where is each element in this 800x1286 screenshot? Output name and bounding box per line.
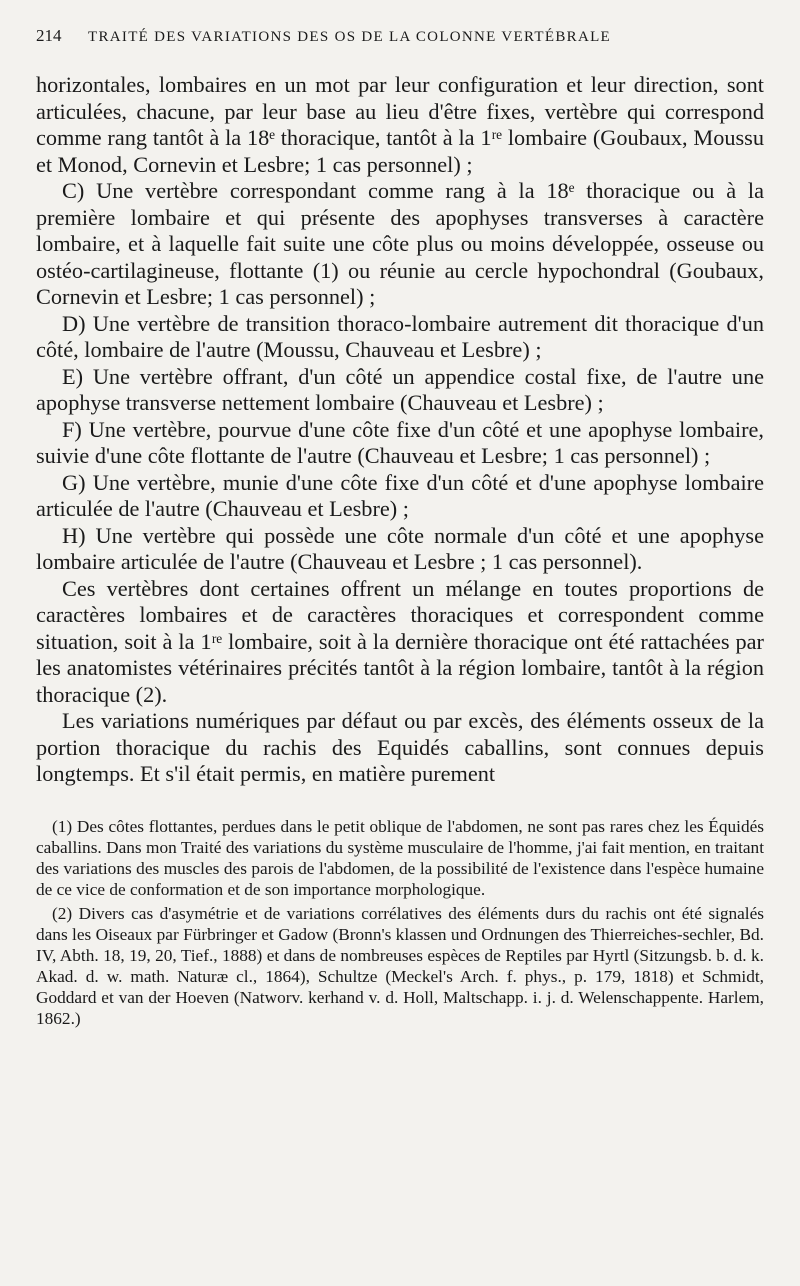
paragraph: Les variations numériques par défaut ou par excès, des éléments osseux de la portion thoracique du rachis des Equidés caballins, sont connues depuis longtemps. Et s'il était permis, en matière purement: [36, 708, 764, 786]
paragraph: F) Une vertèbre, pourvue d'une côte fixe d'un côté et une apophyse lombaire, suivie d'une côte flottante de l'autre (Chauveau et Lesbre; 1 cas personnel) ;: [36, 416, 764, 468]
footnotes: [36, 816, 764, 1029]
paragraph: horizontales, lombaires en un mot par leur configuration et leur direction, sont articulées, chacune, par leur base au lieu d'être fixes, vertèbre qui correspond comme rang tantôt à la 18ᵉ thoracique, tantôt à la 1ʳᵉ lombaire (Goubaux, Moussu et Monod, Cornevin et Lesbre; 1 cas personnel) ;: [36, 72, 764, 177]
running-header: [36, 26, 764, 62]
paragraph: D) Une vertèbre de transition thoraco-lombaire autrement dit thoracique d'un côté, lombaire de l'autre (Moussu, Chauveau et Lesbre) ;: [36, 310, 764, 362]
book-page: [36, 26, 764, 1266]
footnote: (2) Divers cas d'asymétrie et de variations corrélatives des éléments durs du rachis ont été signalés dans les Oiseaux par Fürbringer et Gadow (Bronn's klassen und Ordnungen des Thierreiches-sechler, Bd. IV, Abth. 18, 19, 20, Tief., 1888) et dans de nombreuses espèces de Reptiles par Hyrtl (Sitzungsb. b. d. k. Akad. d. w. math. Naturæ cl., 1864), Schultze (Meckel's Arch. f. phys., p. 179, 1818) et Schmidt, Goddard et van der Hoeven (Natworv. kerhand v. d. Holl, Maltschapp. i. j. d. Welenschappente. Harlem, 1862.): [36, 903, 764, 1028]
running-title: TRAITÉ DES VARIATIONS DES OS DE LA COLONNE VERTÉBRALE: [88, 29, 612, 45]
paragraph: C) Une vertèbre correspondant comme rang à la 18ᵉ thoracique ou à la première lombaire et qui présente des apophyses transverses à caractère lombaire, et à laquelle fait suite une côte plus ou moins développée, osseuse ou ostéo-cartilagineuse, flottante (1) ou réunie au cercle hypochondral (Goubaux, Cornevin et Lesbre; 1 cas personnel) ;: [36, 178, 764, 309]
main-text: [36, 72, 764, 788]
paragraph: H) Une vertèbre qui possède une côte normale d'un côté et une apophyse lombaire articulée de l'autre (Chauveau et Lesbre ; 1 cas personnel).: [36, 522, 764, 574]
footnote: (1) Des côtes flottantes, perdues dans le petit oblique de l'abdomen, ne sont pas rares chez les Équidés caballins. Dans mon Traité des variations du système musculaire de l'homme, j'ai fait mention, en traitant des variations des muscles des parois de l'abdomen, de la possibilité de l'existence dans l'espèce humaine de ce vice de conformation et de son importance morphologique.: [36, 816, 764, 899]
paragraph: Ces vertèbres dont certaines offrent un mélange en toutes proportions de caractères lombaires et de caractères thoraciques et correspondent comme situation, soit à la 1ʳᵉ lombaire, soit à la dernière thoracique ont été rattachées par les anatomistes vétérinaires précités tantôt à la région lombaire, tantôt à la région thoracique (2).: [36, 575, 764, 707]
page-number: 214: [36, 26, 62, 45]
paragraph: G) Une vertèbre, munie d'une côte fixe d'un côté et d'une apophyse lombaire articulée de l'autre (Chauveau et Lesbre) ;: [36, 469, 764, 521]
paragraph: E) Une vertèbre offrant, d'un côté un appendice costal fixe, de l'autre une apophyse transverse nettement lombaire (Chauveau et Lesbre) ;: [36, 363, 764, 415]
